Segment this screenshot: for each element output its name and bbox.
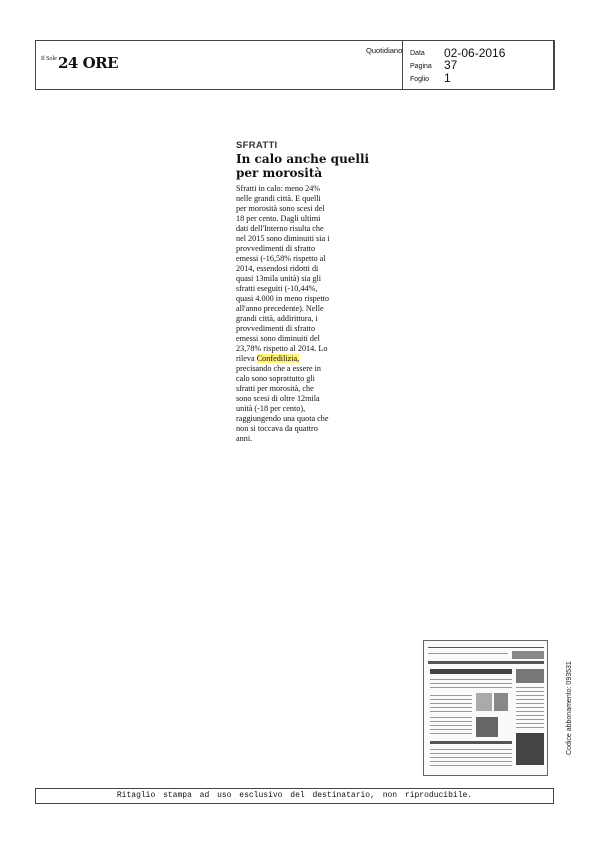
section-label: SFRATTI [236, 140, 278, 151]
body-line: 23,78% rispetto al 2014. Lo [236, 343, 328, 353]
body-line: Sfratti in calo: meno 24% [236, 184, 321, 193]
body-line: grandi città, addirittura, i [236, 313, 318, 323]
body-line: anni. [236, 433, 253, 443]
body-line: precisando che a essere in [236, 363, 322, 373]
body-line: unità (-18 per cento), [236, 403, 306, 413]
body-line: sono scesi di oltre 12mila [236, 393, 320, 403]
body-line: provvedimenti di sfratto [236, 323, 316, 333]
body-line: nel 2015 sono diminuiti sia i [236, 233, 330, 243]
body-line: quasi 4.000 in meno rispetto [236, 293, 330, 303]
body-line: 2014, essendosi ridotti di [236, 263, 319, 273]
body-line-highlighted [236, 354, 348, 364]
body-line: 18 per cento. Dagli ultimi [236, 213, 321, 223]
body-line: nelle grandi città. E quelli [236, 193, 321, 203]
subscription-code: Codice abbonamento: 093531 [566, 661, 573, 755]
body-line: calo sono soprattutto gli [236, 373, 315, 383]
logo-small-text: Il Sole [41, 56, 57, 62]
date-label: Data [410, 50, 425, 57]
body-line: provvedimenti di sfratto [236, 243, 316, 253]
page-value: 37 [444, 58, 458, 72]
body-line: raggiungendo una quota che [236, 413, 329, 423]
publication-type: Quotidiano [366, 46, 403, 55]
page-label: Pagina [410, 63, 432, 70]
highlighted-name: Confedilizia, [256, 353, 300, 363]
date-value: 02-06-2016 [444, 46, 506, 60]
article-title-line-2: per morosità [236, 166, 323, 180]
body-line: sfratti per morosità, che [236, 383, 314, 393]
body-line: per morosità sono scesi del [236, 203, 325, 213]
body-line: non si toccava da quattro [236, 423, 318, 433]
article-body [236, 184, 348, 444]
article-title-line-1: In calo anche quelli [236, 152, 370, 166]
body-line: emessi sono diminuiti del [236, 333, 320, 343]
body-line: dati dell'Interno risulta che [236, 223, 324, 233]
body-line: sfratti eseguiti (-10,44%, [236, 283, 318, 293]
body-line: all'anno precedente). Nelle [236, 303, 324, 313]
sheet-label: Foglio [410, 76, 430, 83]
page-thumbnail [423, 640, 548, 776]
sheet-value: 1 [444, 71, 451, 85]
body-line-prefix: rileva [236, 353, 257, 363]
newspaper-logo: 24 ORE [58, 54, 119, 72]
header-divider [554, 40, 555, 90]
body-line: quasi 13mila unità) sia gli [236, 273, 322, 283]
footer-notice: Ritaglio stampa ad uso esclusivo del destinatario, non riproducibile. [116, 791, 473, 800]
body-line: emessi (-16,58% rispetto al [236, 253, 326, 263]
